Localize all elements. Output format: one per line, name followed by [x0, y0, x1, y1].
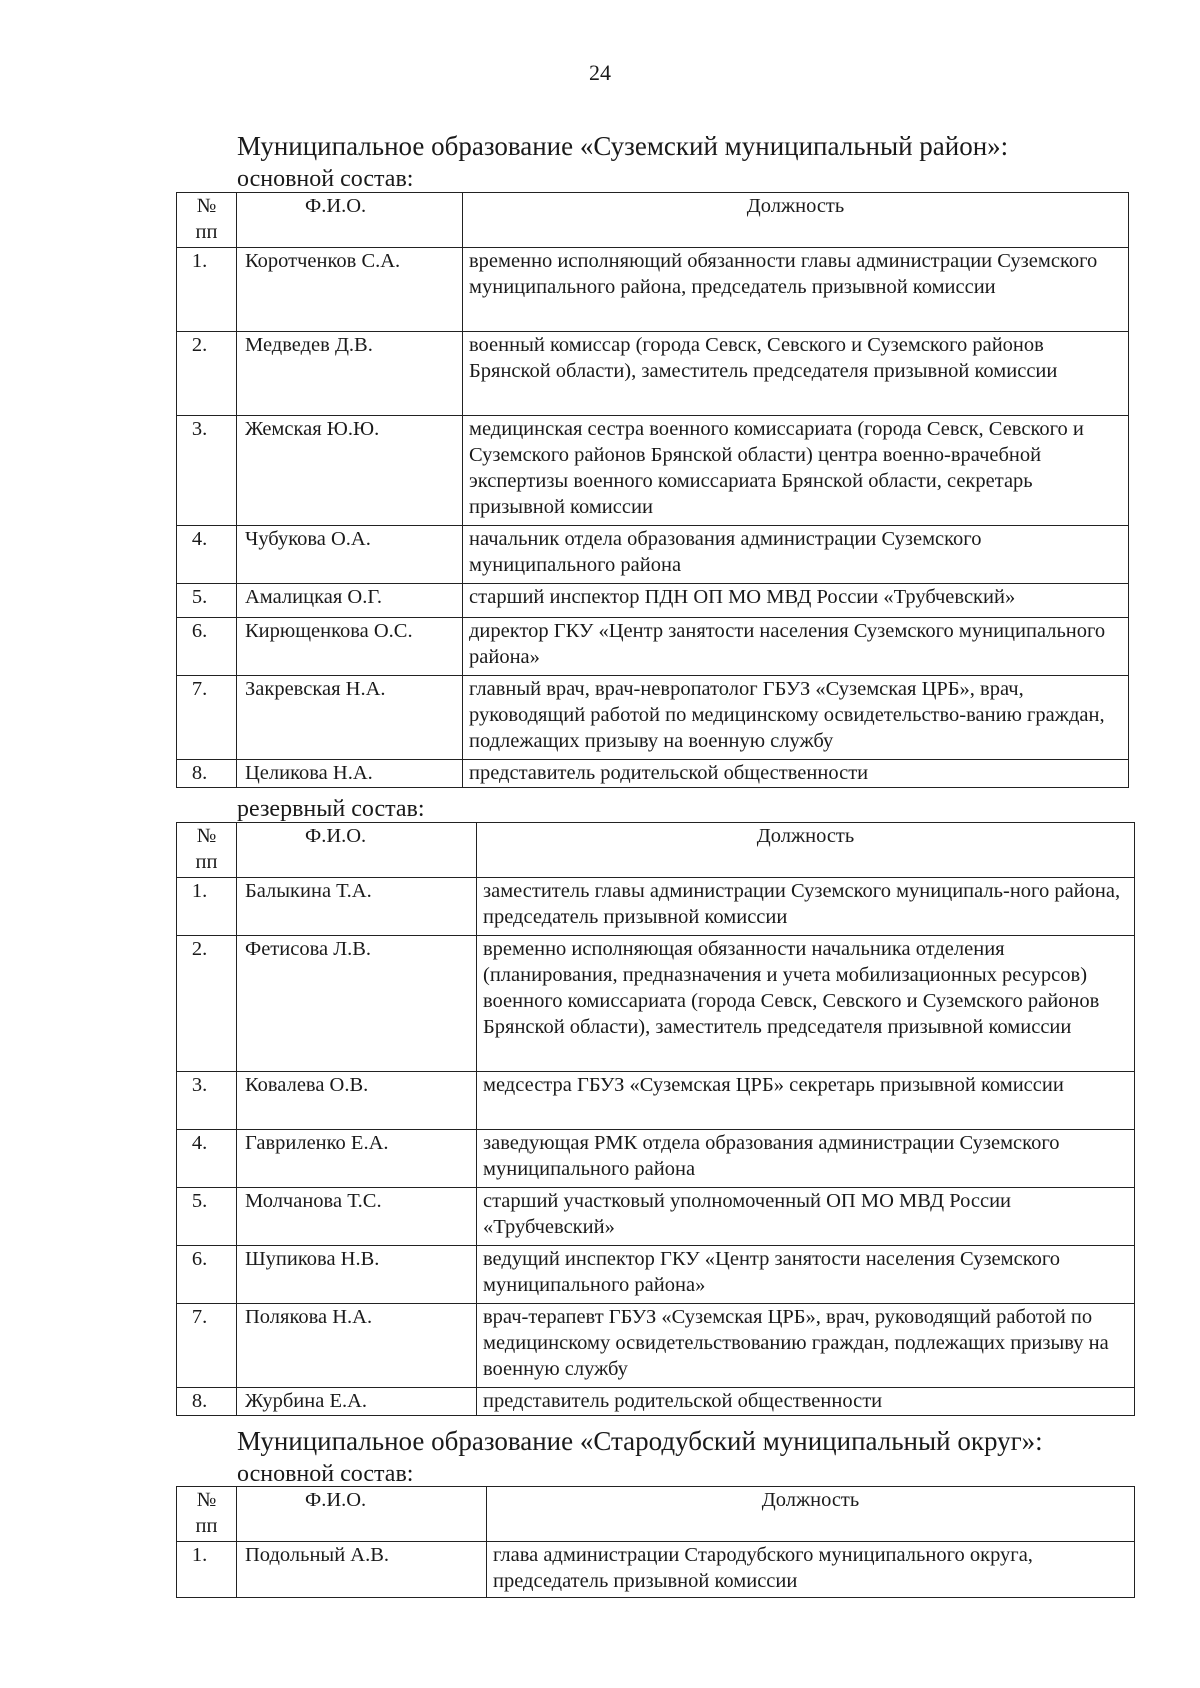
column-header-number: № пп: [177, 1487, 237, 1542]
table-row: [177, 878, 1135, 936]
section-title-starodub: Муниципальное образование «Стародубский муниципальный округ»:: [237, 1426, 1043, 1456]
row-position: старший инспектор ПДН ОП МО МВД России «Трубчевский»: [463, 584, 1129, 618]
table-row: [177, 1188, 1135, 1246]
row-name: Медведев Д.В.: [237, 332, 463, 416]
column-header-number: № пп: [177, 193, 237, 248]
main-roster-table-suzemka: [176, 192, 1129, 788]
row-name: Амалицкая О.Г.: [237, 584, 463, 618]
table-row: [177, 416, 1129, 526]
row-number: 7.: [177, 1304, 237, 1388]
row-position: медицинская сестра военного комиссариата (города Севск, Севского и Суземского районов Брянской области) центра военно-врачебной экспертизы военного комиссариата Брянской области, секретарь призывной комиссии: [463, 416, 1129, 526]
column-header-position: Должность: [487, 1487, 1135, 1542]
row-position: директор ГКУ «Центр занятости населения Суземского муниципального района»: [463, 618, 1129, 676]
row-name: Кирющенкова О.С.: [237, 618, 463, 676]
column-header-position: Должность: [463, 193, 1129, 248]
table-row: [177, 1130, 1135, 1188]
row-position: главный врач, врач-невропатолог ГБУЗ «Суземская ЦРБ», врач, руководящий работой по медицинскому освидетельство-ванию граждан, подлежащих призыву на военную службу: [463, 676, 1129, 760]
row-number: 1.: [177, 248, 237, 332]
row-number: 1.: [177, 1542, 237, 1598]
row-name: Жемская Ю.Ю.: [237, 416, 463, 526]
row-position: представитель родительской общественности: [463, 760, 1129, 788]
row-number: 6.: [177, 618, 237, 676]
table-row: [177, 248, 1129, 332]
main-roster-table-starodub: [176, 1486, 1135, 1598]
row-position: временно исполняющий обязанности главы администрации Суземского муниципального района, председатель призывной комиссии: [463, 248, 1129, 332]
table-header: [177, 1487, 1135, 1542]
table-row: [177, 1388, 1135, 1416]
table-row: [177, 1304, 1135, 1388]
row-number: 3.: [177, 1072, 237, 1130]
table-row: [177, 760, 1129, 788]
row-number: 5.: [177, 1188, 237, 1246]
column-header-fio: Ф.И.О.: [237, 823, 477, 878]
row-position: заместитель главы администрации Суземского муниципаль-ного района, председатель призывной комиссии: [477, 878, 1135, 936]
row-name: Закревская Н.А.: [237, 676, 463, 760]
main-composition-label-starodub: основной состав:: [237, 1461, 414, 1487]
row-number: 2.: [177, 936, 237, 1072]
row-name: Шупикова Н.В.: [237, 1246, 477, 1304]
row-name: Ковалева О.В.: [237, 1072, 477, 1130]
row-position: ведущий инспектор ГКУ «Центр занятости населения Суземского муниципального района»: [477, 1246, 1135, 1304]
reserve-composition-label-suzemka: резервный состав:: [237, 796, 425, 822]
row-number: 4.: [177, 526, 237, 584]
row-name: Чубукова О.А.: [237, 526, 463, 584]
row-name: Молчанова Т.С.: [237, 1188, 477, 1246]
main-composition-label-suzemka: основной состав:: [237, 166, 414, 192]
column-header-fio: Ф.И.О.: [237, 193, 463, 248]
column-header-number: № пп: [177, 823, 237, 878]
table-row: [177, 332, 1129, 416]
row-position: начальник отдела образования администрации Суземского муниципального района: [463, 526, 1129, 584]
section-title-suzemka: Муниципальное образование «Суземский муниципальный район»:: [237, 131, 1009, 161]
row-number: 4.: [177, 1130, 237, 1188]
row-position: военный комиссар (города Севск, Севского и Суземского районов Брянской области), заместитель председателя призывной комиссии: [463, 332, 1129, 416]
row-position: заведующая РМК отдела образования администрации Суземского муниципального района: [477, 1130, 1135, 1188]
row-number: 5.: [177, 584, 237, 618]
table-row: [177, 1542, 1135, 1598]
row-number: 3.: [177, 416, 237, 526]
table-row: [177, 618, 1129, 676]
row-number: 8.: [177, 1388, 237, 1416]
row-name: Целикова Н.А.: [237, 760, 463, 788]
table-header: [177, 823, 1135, 878]
column-header-position: Должность: [477, 823, 1135, 878]
row-number: 6.: [177, 1246, 237, 1304]
table-row: [177, 584, 1129, 618]
row-number: 7.: [177, 676, 237, 760]
row-number: 8.: [177, 760, 237, 788]
row-position: медсестра ГБУЗ «Суземская ЦРБ» секретарь призывной комиссии: [477, 1072, 1135, 1130]
table-row: [177, 526, 1129, 584]
row-position: представитель родительской общественности: [477, 1388, 1135, 1416]
table-row: [177, 1072, 1135, 1130]
table-header: [177, 193, 1129, 248]
row-number: 1.: [177, 878, 237, 936]
row-name: Подольный А.В.: [237, 1542, 487, 1598]
table-row: [177, 676, 1129, 760]
column-header-fio: Ф.И.О.: [237, 1487, 487, 1542]
row-position: врач-терапевт ГБУЗ «Суземская ЦРБ», врач, руководящий работой по медицинскому освидетельствованию граждан, подлежащих призыву на военную службу: [477, 1304, 1135, 1388]
table-row: [177, 1246, 1135, 1304]
table-row: [177, 936, 1135, 1072]
reserve-roster-table-suzemka: [176, 822, 1135, 1416]
row-name: Балыкина Т.А.: [237, 878, 477, 936]
row-position: временно исполняющая обязанности начальника отделения (планирования, предназначения и учета мобилизационных ресурсов) военного комиссариата (города Севск, Севского и Суземского районов Брянской области), заместитель председателя призывной комиссии: [477, 936, 1135, 1072]
row-name: Коротченков С.А.: [237, 248, 463, 332]
page-number: 24: [589, 60, 611, 85]
row-number: 2.: [177, 332, 237, 416]
row-position: глава администрации Стародубского муниципального округа, председатель призывной комиссии: [487, 1542, 1135, 1598]
row-name: Журбина Е.А.: [237, 1388, 477, 1416]
row-name: Гавриленко Е.А.: [237, 1130, 477, 1188]
row-position: старший участковый уполномоченный ОП МО МВД России «Трубчевский»: [477, 1188, 1135, 1246]
row-name: Фетисова Л.В.: [237, 936, 477, 1072]
row-name: Полякова Н.А.: [237, 1304, 477, 1388]
